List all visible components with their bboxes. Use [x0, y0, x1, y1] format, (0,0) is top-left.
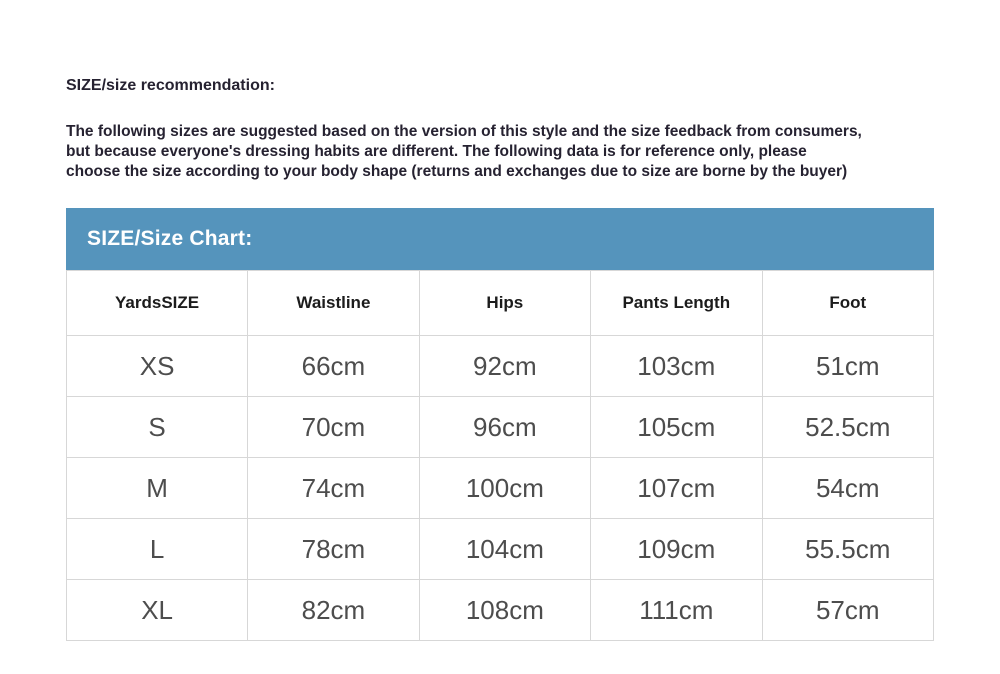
- cell-pants-length: 103cm: [591, 336, 762, 397]
- cell-hips: 92cm: [419, 336, 590, 397]
- cell-foot: 55.5cm: [762, 519, 934, 580]
- cell-foot: 57cm: [762, 580, 934, 641]
- column-header-yards-size: YardsSIZE: [67, 271, 248, 336]
- cell-pants-length: 107cm: [591, 458, 762, 519]
- recommendation-paragraph: [66, 122, 934, 182]
- column-header-hips: Hips: [419, 271, 590, 336]
- cell-size: XS: [67, 336, 248, 397]
- table-row: [67, 519, 934, 580]
- cell-hips: 104cm: [419, 519, 590, 580]
- cell-hips: 96cm: [419, 397, 590, 458]
- cell-foot: 51cm: [762, 336, 934, 397]
- cell-foot: 52.5cm: [762, 397, 934, 458]
- cell-foot: 54cm: [762, 458, 934, 519]
- size-recommendation-section: [66, 76, 934, 641]
- table-header-row: [67, 271, 934, 336]
- cell-waistline: 70cm: [248, 397, 419, 458]
- cell-hips: 100cm: [419, 458, 590, 519]
- cell-size: S: [67, 397, 248, 458]
- column-header-waistline: Waistline: [248, 271, 419, 336]
- cell-size: M: [67, 458, 248, 519]
- table-row: [67, 397, 934, 458]
- recommendation-line-2: but because everyone's dressing habits are different. The following data is for reference only, please: [66, 143, 807, 160]
- table-row: [67, 336, 934, 397]
- cell-pants-length: 109cm: [591, 519, 762, 580]
- cell-waistline: 82cm: [248, 580, 419, 641]
- cell-waistline: 74cm: [248, 458, 419, 519]
- cell-pants-length: 105cm: [591, 397, 762, 458]
- page-title: SIZE/size recommendation:: [66, 77, 275, 94]
- column-header-foot: Foot: [762, 271, 934, 336]
- cell-waistline: 78cm: [248, 519, 419, 580]
- cell-size: L: [67, 519, 248, 580]
- cell-pants-length: 111cm: [591, 580, 762, 641]
- size-chart-banner-title: SIZE/Size Chart:: [87, 227, 253, 250]
- cell-size: XL: [67, 580, 248, 641]
- cell-hips: 108cm: [419, 580, 590, 641]
- cell-waistline: 66cm: [248, 336, 419, 397]
- column-header-pants-length: Pants Length: [591, 271, 762, 336]
- table-row: [67, 580, 934, 641]
- size-chart-table: [66, 270, 934, 641]
- recommendation-line-3: choose the size according to your body shape (returns and exchanges due to size are borne by the buyer): [66, 163, 848, 180]
- recommendation-line-1: The following sizes are suggested based on the version of this style and the size feedback from consumers,: [66, 123, 862, 140]
- size-chart-banner: [66, 208, 934, 270]
- table-row: [67, 458, 934, 519]
